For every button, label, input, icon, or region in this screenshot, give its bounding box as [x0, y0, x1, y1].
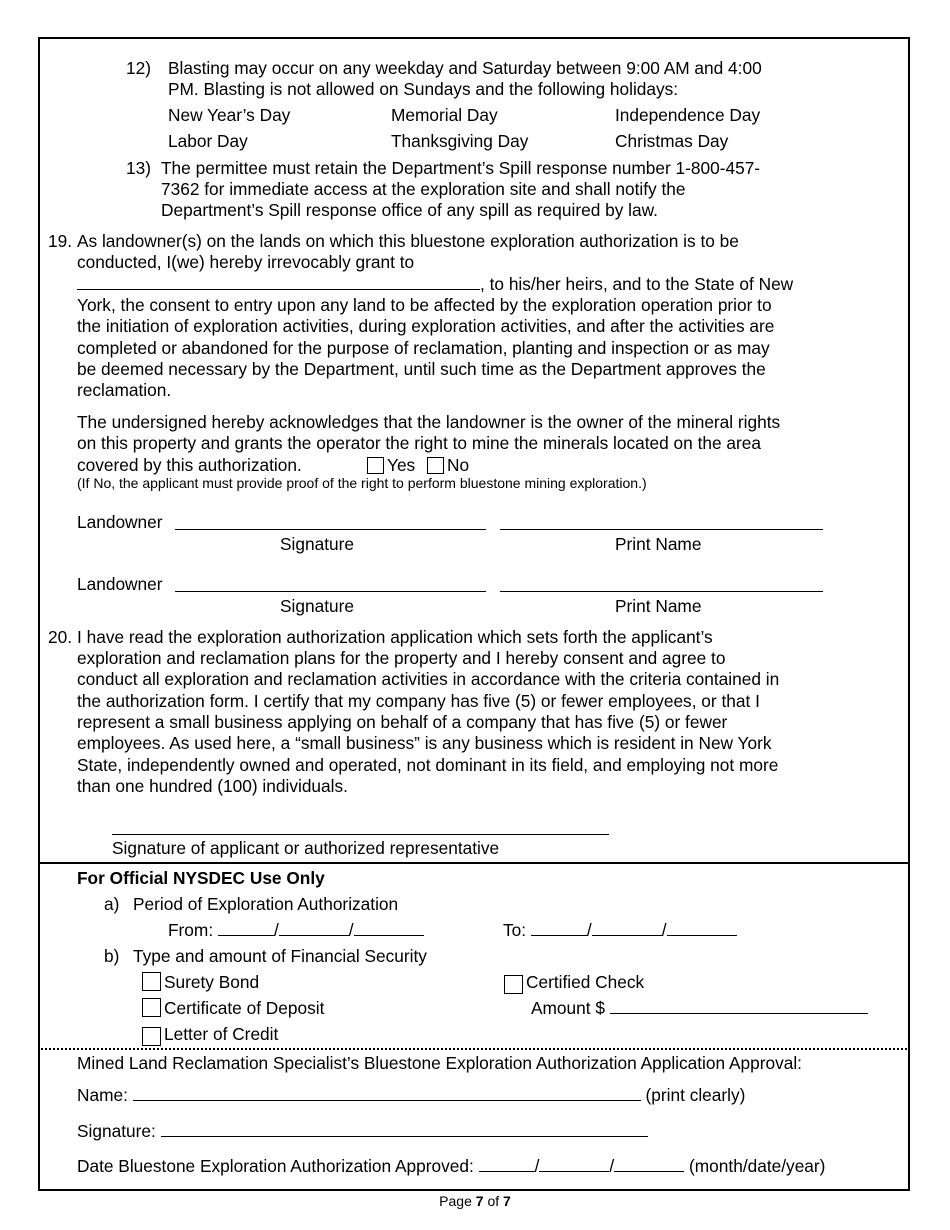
from-slash-2: / — [348, 920, 354, 940]
applicant-signature-field[interactable] — [112, 819, 609, 835]
security-label-letter: b) — [104, 946, 120, 966]
print-clearly-note: (print clearly) — [645, 1085, 746, 1105]
item-20-line-2: exploration and reclamation plans for the property and I hereby consent and agree to — [77, 648, 726, 668]
holiday-independence: Independence Day — [615, 105, 761, 125]
dotted-divider — [38, 1048, 910, 1050]
surety-bond-option[interactable] — [142, 972, 259, 993]
approval-heading: Mined Land Reclamation Specialist’s Bluestone Exploration Authorization Application Approval: — [77, 1053, 802, 1073]
from-label: From: — [168, 920, 214, 940]
landowner-1-print-name-caption: Print Name — [615, 534, 702, 554]
yes-label: Yes — [387, 455, 416, 475]
from-date — [168, 920, 424, 941]
date-format-note: (month/date/year) — [689, 1156, 826, 1176]
approval-month-field[interactable] — [479, 1156, 535, 1172]
applicant-signature-caption: Signature of applicant or authorized representative — [112, 838, 500, 858]
letter-of-credit-option[interactable] — [142, 1024, 278, 1046]
approver-signature-label: Signature: — [77, 1121, 156, 1141]
item-19-line-2: conducted, I(we) hereby irrevocably grant to — [77, 252, 415, 272]
item-13-line-2: 7362 for immediate access at the exploration site and shall notify the — [161, 179, 686, 199]
to-year-field[interactable] — [667, 920, 737, 936]
amount-row — [531, 998, 868, 1019]
item-20-line-3: conduct all exploration and reclamation activities in accordance with the criteria contained in — [77, 669, 780, 689]
item-19-line-5: the initiation of exploration activities, during exploration activities, and after the activities are — [77, 316, 775, 336]
certified-check-option[interactable] — [504, 972, 644, 994]
section-divider — [38, 862, 910, 864]
period-label: Period of Exploration Authorization — [133, 894, 399, 914]
item-19-line-3-text: , to his/her heirs, and to the State of New — [480, 274, 794, 294]
approval-slash-2: / — [609, 1156, 615, 1176]
landowner-2-signature-field[interactable] — [175, 576, 486, 592]
item-12-line-2: PM. Blasting is not allowed on Sundays and the following holidays: — [168, 79, 679, 99]
approval-date-row — [77, 1156, 825, 1177]
amount-label: Amount $ — [531, 998, 605, 1018]
approver-signature-row — [77, 1121, 648, 1142]
ack-line-3: covered by this authorization. — [77, 455, 302, 475]
of-word: of — [487, 1193, 500, 1209]
item-19-line-8: reclamation. — [77, 380, 172, 400]
surety-bond-checkbox[interactable] — [142, 972, 161, 991]
holiday-memorial: Memorial Day — [391, 105, 498, 125]
from-year-field[interactable] — [354, 920, 424, 936]
certificate-of-deposit-checkbox[interactable] — [142, 998, 161, 1017]
item-13-line-1: The permittee must retain the Department’s Spill response number 1-800-457- — [161, 158, 761, 178]
landowner-2-print-name-field[interactable] — [500, 576, 823, 592]
from-slash-1: / — [273, 920, 279, 940]
to-month-field[interactable] — [531, 920, 587, 936]
landowner-1-print-name-field[interactable] — [500, 514, 823, 530]
period-label-letter: a) — [104, 894, 120, 914]
holiday-labor: Labor Day — [168, 131, 248, 151]
to-date — [503, 920, 737, 941]
item-19-number: 19. — [48, 231, 73, 251]
item-20-line-1: I have read the exploration authorization application which sets forth the applicant’s — [77, 627, 713, 647]
to-label: To: — [503, 920, 527, 940]
item-12-number: 12) — [126, 58, 151, 78]
approval-day-field[interactable] — [539, 1156, 609, 1172]
from-day-field[interactable] — [279, 920, 349, 936]
item-12-line-1: Blasting may occur on any weekday and Saturday between 9:00 AM and 4:00 — [168, 58, 762, 78]
surety-bond-label: Surety Bond — [164, 972, 260, 992]
letter-of-credit-label: Letter of Credit — [164, 1024, 279, 1044]
item-20-line-7: State, independently owned and operated, not dominant in its field, and employing not more — [77, 755, 779, 775]
approver-name-label: Name: — [77, 1085, 128, 1105]
item-20-line-5: represent a small business applying on behalf of a company that has five (5) or fewer — [77, 712, 728, 732]
item-19-line-7: be deemed necessary by the Department, until such time as the Department approves the — [77, 359, 766, 379]
item-20-line-4: the authorization form. I certify that my company has five (5) or fewer employees, or that I — [77, 691, 760, 711]
to-slash-1: / — [586, 920, 592, 940]
page-total: 7 — [503, 1193, 511, 1209]
item-20-number: 20. — [48, 627, 73, 647]
item-13-line-3: Department’s Spill response office of any spill as required by law. — [161, 200, 658, 220]
page-word: Page — [439, 1193, 472, 1209]
certificate-of-deposit-label: Certificate of Deposit — [164, 998, 325, 1018]
certified-check-label: Certified Check — [526, 972, 645, 992]
item-20-line-8: than one hundred (100) individuals. — [77, 776, 348, 796]
to-slash-2: / — [661, 920, 667, 940]
approval-slash-1: / — [534, 1156, 540, 1176]
approval-date-label: Date Bluestone Exploration Authorization Approved: — [77, 1156, 474, 1176]
item-19-line-4: York, the consent to entry upon any land to be affected by the exploration operation prior to — [77, 295, 772, 315]
landowner-2-label: Landowner — [77, 574, 163, 594]
proof-note: (If No, the applicant must provide proof of the right to perform bluestone mining exploration.) — [77, 475, 647, 491]
yes-checkbox[interactable] — [367, 457, 384, 474]
landowner-2-signature-caption: Signature — [280, 596, 354, 616]
landowner-1-signature-caption: Signature — [280, 534, 354, 554]
letter-of-credit-checkbox[interactable] — [142, 1027, 161, 1046]
approver-name-field[interactable] — [133, 1085, 641, 1101]
yes-option[interactable] — [367, 455, 415, 476]
certified-check-checkbox[interactable] — [504, 975, 523, 994]
holiday-christmas: Christmas Day — [615, 131, 729, 151]
no-label: No — [447, 455, 470, 475]
landowner-1-signature-field[interactable] — [175, 514, 486, 530]
ack-line-2: on this property and grants the operator the right to mine the minerals located on the area — [77, 433, 761, 453]
amount-field[interactable] — [610, 998, 868, 1014]
landowner-2-print-name-caption: Print Name — [615, 596, 702, 616]
item-19-line-3 — [77, 274, 793, 295]
from-month-field[interactable] — [218, 920, 274, 936]
landowner-1-label: Landowner — [77, 512, 163, 532]
approver-name-row — [77, 1085, 745, 1106]
page-footer — [0, 1193, 950, 1209]
official-use-heading: For Official NYSDEC Use Only — [77, 868, 325, 888]
item-19-line-1: As landowner(s) on the lands on which this bluestone exploration authorization is to be — [77, 231, 739, 251]
to-day-field[interactable] — [592, 920, 662, 936]
item-20-line-6: employees. As used here, a “small business” is any business which is resident in New York — [77, 733, 772, 753]
no-option[interactable] — [427, 455, 469, 476]
no-checkbox[interactable] — [427, 457, 444, 474]
page-number: 7 — [475, 1193, 484, 1209]
grantee-name-field[interactable] — [77, 274, 480, 290]
holiday-thanksgiving: Thanksgiving Day — [391, 131, 529, 151]
item-19-line-6: completed or abandoned for the purpose of reclamation, planting and inspection or as may — [77, 338, 770, 358]
security-label: Type and amount of Financial Security — [133, 946, 427, 966]
item-13-number: 13) — [126, 158, 151, 178]
holiday-new-years: New Year’s Day — [168, 105, 291, 125]
approver-signature-field[interactable] — [161, 1121, 648, 1137]
approval-year-field[interactable] — [614, 1156, 684, 1172]
ack-line-1: The undersigned hereby acknowledges that the landowner is the owner of the mineral rights — [77, 412, 781, 432]
certificate-of-deposit-option[interactable] — [142, 998, 324, 1019]
